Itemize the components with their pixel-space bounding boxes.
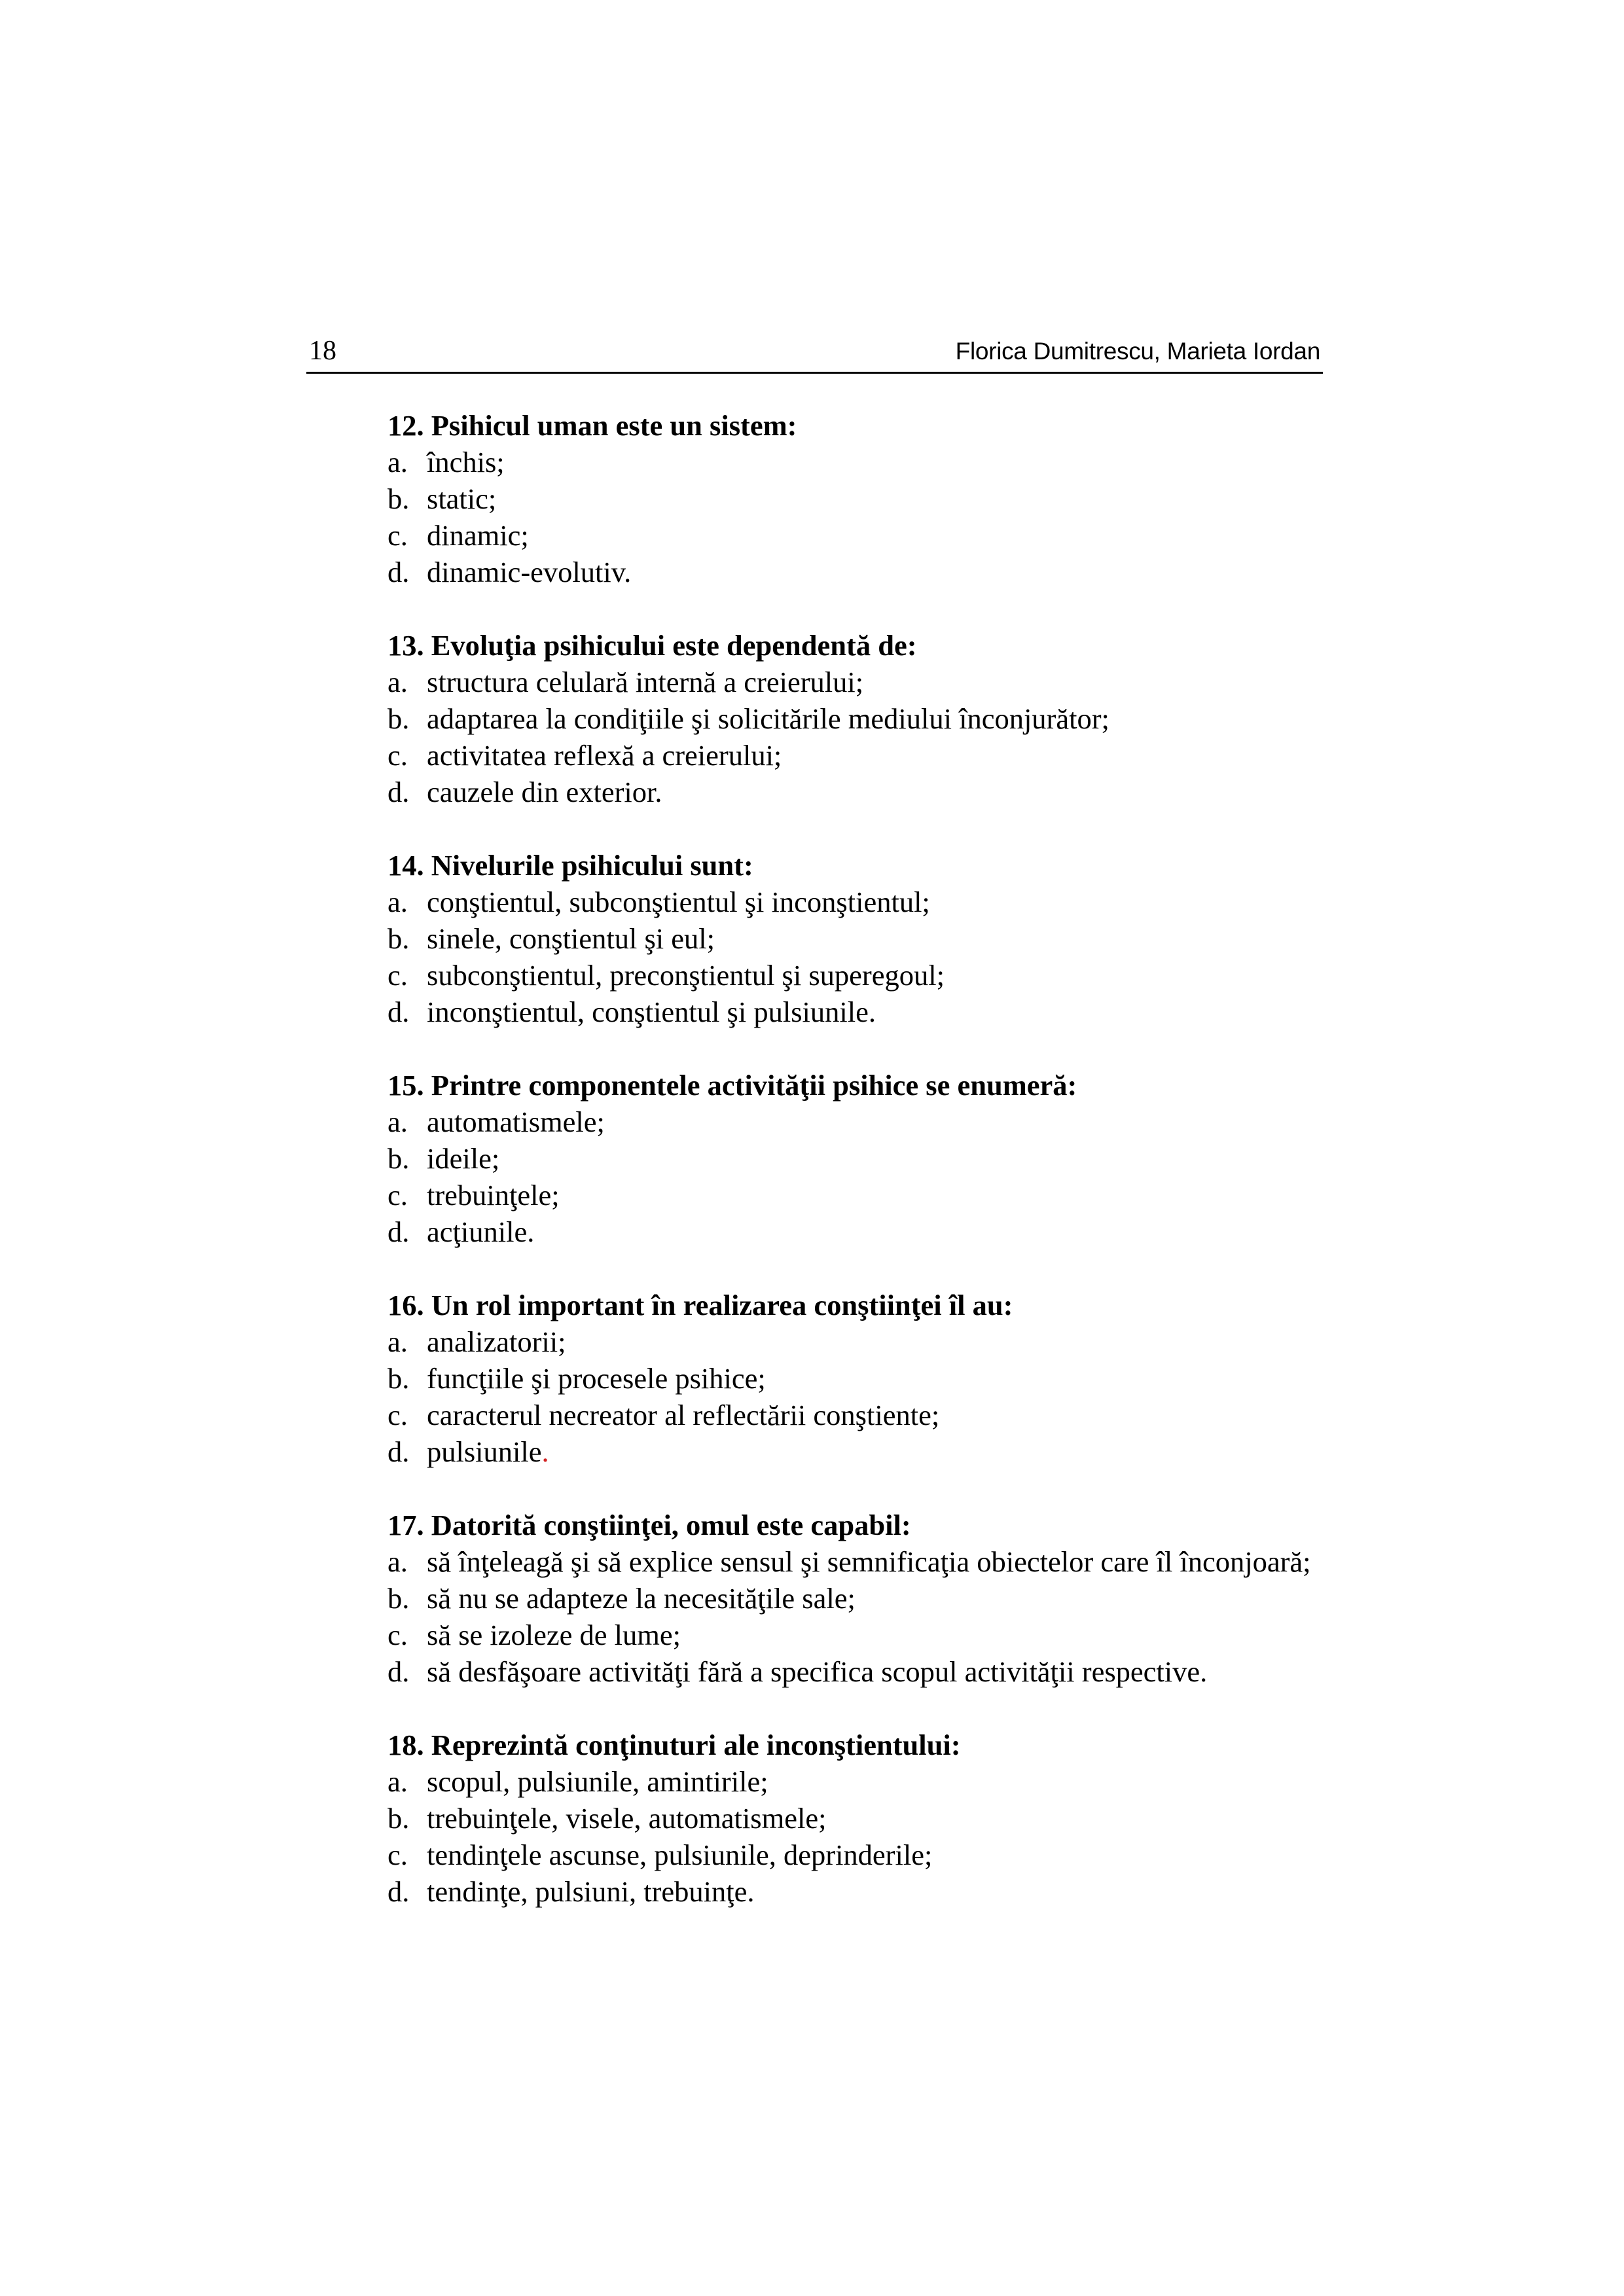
- option-letter: d.: [388, 776, 410, 808]
- option-text: să se izoleze de lume;: [427, 1619, 681, 1651]
- option-text: dinamic;: [427, 519, 529, 552]
- option-letter: a.: [388, 666, 408, 698]
- option-b: [306, 700, 1323, 737]
- option-letter: d.: [388, 996, 410, 1028]
- option-a: [306, 1323, 1323, 1360]
- question-title: 16. Un rol important în realizarea conştiinţei îl au:: [388, 1289, 1013, 1321]
- option-c: [306, 957, 1323, 994]
- option-b: [306, 1140, 1323, 1177]
- option-text: tendinţele ascunse, pulsiunile, deprinderile;: [427, 1839, 933, 1871]
- option-d: [306, 1433, 1323, 1470]
- question-title: 13. Evoluţia psihicului este dependentă de:: [388, 629, 917, 662]
- option-text: tendinţe, pulsiuni, trebuinţe.: [427, 1875, 755, 1908]
- option-c: [306, 737, 1323, 774]
- option-a: [306, 1763, 1323, 1800]
- option-text: trebuinţele, visele, automatismele;: [427, 1802, 827, 1835]
- question-title: 14. Nivelurile psihicului sunt:: [388, 849, 753, 882]
- option-letter: a.: [388, 886, 408, 918]
- option-d: [306, 774, 1323, 810]
- option-letter: c.: [388, 739, 408, 772]
- option-b: [306, 920, 1323, 957]
- option-letter: d.: [388, 556, 410, 588]
- option-text: sinele, conştientul şi eul;: [427, 922, 715, 955]
- question-15: [306, 1067, 1323, 1250]
- option-letter: d.: [388, 1215, 410, 1248]
- option-letter: d.: [388, 1435, 410, 1468]
- question-17: [306, 1507, 1323, 1690]
- option-letter: c.: [388, 1399, 408, 1431]
- option-letter: b.: [388, 1582, 410, 1615]
- question-12: [306, 407, 1323, 590]
- page-number: 18: [309, 336, 336, 366]
- option-letter: c.: [388, 1839, 408, 1871]
- option-text: structura celulară internă a creierului;: [427, 666, 864, 698]
- option-a: [306, 884, 1323, 920]
- option-d: [306, 1213, 1323, 1250]
- option-letter: b.: [388, 702, 410, 735]
- option-text: închis;: [427, 446, 505, 478]
- option-b: [306, 480, 1323, 517]
- option-text: activitatea reflexă a creierului;: [427, 739, 782, 772]
- question-title: 15. Printre componentele activităţii psihice se enumeră:: [388, 1069, 1077, 1102]
- option-text: static;: [427, 482, 497, 515]
- option-letter: a.: [388, 1545, 408, 1578]
- page-header: [306, 332, 1323, 374]
- option-letter: a.: [388, 1325, 408, 1358]
- question-14: [306, 847, 1323, 1030]
- question-16: [306, 1287, 1323, 1470]
- option-b: [306, 1800, 1323, 1837]
- option-text: dinamic-evolutiv.: [427, 556, 632, 588]
- question-list: [306, 407, 1323, 1946]
- option-c: [306, 1617, 1323, 1653]
- option-c: [306, 1397, 1323, 1433]
- option-text: analizatorii;: [427, 1325, 566, 1358]
- option-text: caracterul necreator al reflectării conştiente;: [427, 1399, 940, 1431]
- option-letter: c.: [388, 1619, 408, 1651]
- option-a: [306, 1543, 1323, 1580]
- option-letter: b.: [388, 1142, 410, 1175]
- option-text: acţiunile.: [427, 1215, 535, 1248]
- option-text: ideile;: [427, 1142, 500, 1175]
- option-b: [306, 1360, 1323, 1397]
- option-a: [306, 1103, 1323, 1140]
- option-text: adaptarea la condiţiile şi solicitările mediului înconjurător;: [427, 702, 1110, 735]
- option-a: [306, 664, 1323, 700]
- option-d: [306, 1873, 1323, 1910]
- option-b: [306, 1580, 1323, 1617]
- question-18: [306, 1727, 1323, 1910]
- option-a: [306, 444, 1323, 480]
- option-c: [306, 517, 1323, 554]
- option-letter: d.: [388, 1875, 410, 1908]
- option-letter: a.: [388, 1765, 408, 1798]
- option-text: să desfăşoare activităţi fără a specifica scopul activităţii respective.: [427, 1655, 1208, 1688]
- option-letter: c.: [388, 959, 408, 992]
- option-text: automatismele;: [427, 1105, 605, 1138]
- option-letter: b.: [388, 1362, 410, 1395]
- question-title: 12. Psihicul uman este un sistem:: [388, 409, 797, 442]
- option-letter: d.: [388, 1655, 410, 1688]
- red-period-mark: .: [541, 1435, 549, 1468]
- option-text: cauzele din exterior.: [427, 776, 662, 808]
- question-title: 18. Reprezintă conţinuturi ale inconştientului:: [388, 1729, 961, 1761]
- option-d: [306, 994, 1323, 1030]
- option-d: [306, 1653, 1323, 1690]
- option-d: [306, 554, 1323, 590]
- running-head: Florica Dumitrescu, Marieta Iordan: [955, 338, 1320, 365]
- option-letter: a.: [388, 446, 408, 478]
- option-text: funcţiile şi procesele psihice;: [427, 1362, 766, 1395]
- question-title: 17. Datorită conştiinţei, omul este capabil:: [388, 1509, 911, 1541]
- option-text: subconştientul, preconştientul şi superegoul;: [427, 959, 945, 992]
- option-text: scopul, pulsiunile, amintirile;: [427, 1765, 768, 1798]
- option-letter: b.: [388, 1802, 410, 1835]
- option-text: să nu se adapteze la necesităţile sale;: [427, 1582, 856, 1615]
- option-letter: c.: [388, 519, 408, 552]
- option-letter: a.: [388, 1105, 408, 1138]
- option-letter: c.: [388, 1179, 408, 1211]
- question-13: [306, 627, 1323, 810]
- option-text: trebuinţele;: [427, 1179, 560, 1211]
- option-c: [306, 1177, 1323, 1213]
- option-letter: b.: [388, 922, 410, 955]
- option-letter: b.: [388, 482, 410, 515]
- option-text: pulsiunile: [427, 1435, 542, 1468]
- option-text: să înţeleagă şi să explice sensul şi semnificaţia obiectelor care îl înconjoară;: [427, 1545, 1311, 1578]
- option-c: [306, 1837, 1323, 1873]
- option-text: conştientul, subconştientul şi inconştientul;: [427, 886, 930, 918]
- option-text: inconştientul, conştientul şi pulsiunile.: [427, 996, 876, 1028]
